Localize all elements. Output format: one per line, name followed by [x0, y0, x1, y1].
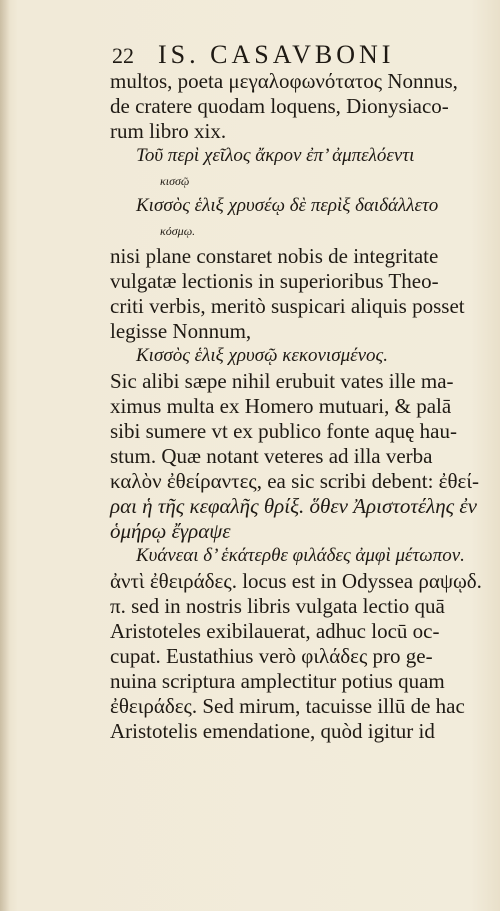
text-line: cupat. Eustathius verò φιλάδες pro ge- [110, 644, 433, 668]
text-line: nuina scriptura amplectitur potius quam [110, 669, 445, 693]
text-line: ραι ἡ τῆς κεφαλῆς θρίξ. ὅθεν Ἀριστοτέλης ἐν [110, 494, 478, 518]
text-line: κόσμῳ. [160, 224, 196, 238]
text-line: criti verbis, meritò suspicari aliquis posset [110, 294, 465, 318]
text-line: Κισσὸς ἑλιξ χρυσῷ κεκονισμένος. [136, 345, 388, 366]
text-line: ximus multa ex Homero mutuari, & palā [110, 394, 452, 418]
page-number: 22 [112, 43, 134, 68]
text-line: nisi plane constaret nobis de integritate [110, 244, 439, 268]
text-line: Κισσὸς ἑλιξ χρυσέῳ δὲ περὶξ δαιδάλλετο [136, 195, 439, 216]
text-line: rum libro xix. [110, 119, 227, 143]
text-line: κισσῷ [160, 174, 190, 188]
text-line: Κυάνεαι δ’ ἑκάτερθε φιλάδες ἀμφὶ μέτωπον. [136, 545, 465, 566]
text-line: Τοῦ περὶ χεῖλος ἄκρον ἐπ’ ἀμπελόεντι [136, 145, 415, 166]
text-line: vulgatæ lectionis in superioribus Theo- [110, 269, 439, 293]
text-line: π. sed in nostris libris vulgata lectio quā [110, 594, 445, 618]
text-line: sibi sumere vt ex publico fonte aquę hau- [110, 419, 457, 443]
text-line: ἐθειράδες. Sed mirum, tacuisse illū de hac [110, 694, 465, 718]
text-line: stum. Quæ notant veteres ad illa verba [110, 444, 433, 468]
text-block [110, 69, 482, 745]
text-line: καλὸν ἐθείραντες, ea sic scribi debent: ἐθεί- [110, 469, 479, 493]
text-line: Sic alibi sæpe nihil erubuit vates ille ma- [110, 369, 454, 393]
text-line: Aristoteles exibilauerat, adhuc locū oc- [110, 619, 440, 643]
page-header [112, 40, 452, 70]
text-line: de cratere quodam loquens, Dionysiaco- [110, 94, 449, 118]
text-line: ἀντὶ ἐθειράδες. locus est in Odyssea ραψῳδ. [110, 569, 482, 593]
text-line: Aristotelis emendatione, quòd igitur id [110, 719, 435, 743]
running-head: IS. CASAVBONI [158, 40, 395, 69]
text-line: legisse Nonnum, [110, 319, 252, 343]
text-line: ὁμήρῳ ἔγραψε [110, 519, 231, 543]
gutter-shadow [0, 0, 10, 911]
text-line: multos, poeta μεγαλοφωνότατος Nonnus, [110, 69, 458, 93]
